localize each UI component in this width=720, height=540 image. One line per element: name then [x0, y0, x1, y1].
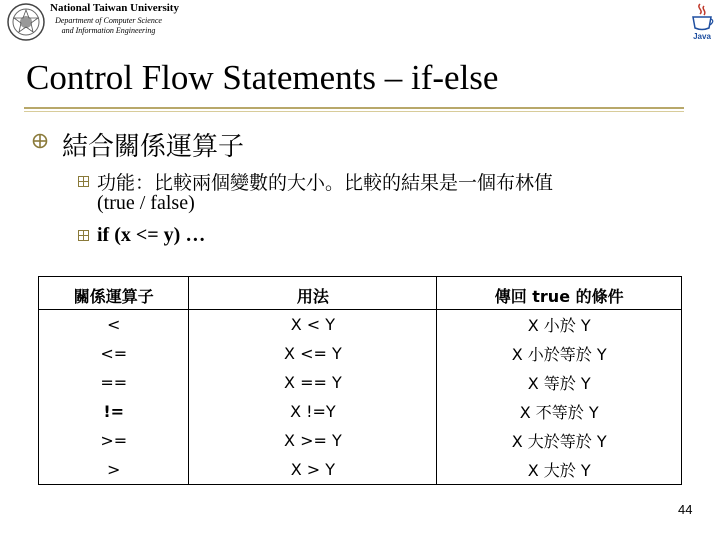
condition-cell: X 等於 Y — [437, 368, 682, 397]
condition-cell: X 大於 Y — [437, 455, 682, 485]
operator-cell: < — [39, 310, 189, 340]
condition-cell: X 不等於 Y — [437, 397, 682, 426]
svg-text:Java: Java — [693, 32, 711, 41]
title-rule-thin — [24, 111, 684, 112]
syntax-example: if (x <= y) … — [97, 224, 206, 246]
relational-operators-table — [38, 276, 682, 485]
condition-cell: X 大於等於 Y — [437, 426, 682, 455]
table-row — [39, 397, 682, 426]
description-line1: 功能：比較兩個變數的大小。比較的結果是一個布林值 — [97, 172, 554, 194]
operator-cell: == — [39, 368, 189, 397]
usage-cell: X < Y — [189, 310, 437, 340]
operator-cell: > — [39, 455, 189, 485]
university-name: National Taiwan University — [50, 2, 179, 14]
square-bullet-icon — [78, 230, 89, 241]
table-row — [39, 339, 682, 368]
title-rule — [24, 107, 684, 109]
circle-plus-bullet-icon — [32, 133, 48, 149]
slide-title: Control Flow Statements – if-else — [26, 58, 499, 97]
header-usage: 用法 — [189, 277, 437, 310]
usage-cell: X > Y — [189, 455, 437, 485]
table-row — [39, 310, 682, 340]
table-row — [39, 455, 682, 485]
usage-cell: X !=Y — [189, 397, 437, 426]
usage-cell: X == Y — [189, 368, 437, 397]
table-row — [39, 426, 682, 455]
header-operator: 關係運算子 — [39, 277, 189, 310]
condition-cell: X 小於 Y — [437, 310, 682, 340]
table-header-row — [39, 277, 682, 310]
table-row — [39, 368, 682, 397]
page-number: 44 — [678, 502, 693, 517]
usage-cell: X <= Y — [189, 339, 437, 368]
operator-cell: <= — [39, 339, 189, 368]
usage-cell: X >= Y — [189, 426, 437, 455]
header-condition: 傳回 true 的條件 — [437, 277, 682, 310]
java-cup-logo — [688, 2, 716, 42]
condition-cell: X 小於等於 Y — [437, 339, 682, 368]
square-bullet-icon — [78, 176, 89, 187]
operator-cell: >= — [39, 426, 189, 455]
operator-cell: != — [39, 397, 189, 426]
department-name: Department of Computer Science and Information Engineering — [55, 16, 162, 35]
description-line2: (true / false) — [97, 192, 195, 214]
ntu-seal-logo — [6, 2, 46, 42]
level1-bullet-text: 結合關係運算子 — [62, 132, 245, 162]
